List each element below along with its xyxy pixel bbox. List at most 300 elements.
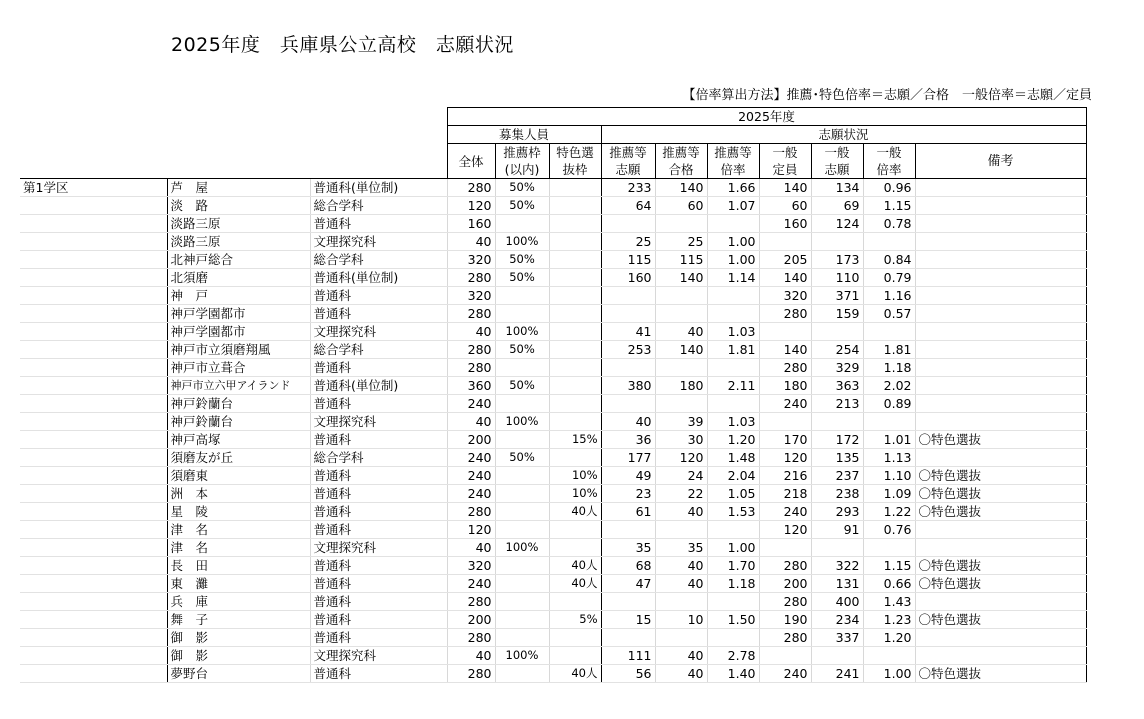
district-cell-empty: [20, 215, 167, 233]
ippan-bairitsu-cell: 1.09: [863, 485, 915, 503]
course-cell: 普通科: [310, 575, 447, 593]
ippan-teiin-cell: 320: [759, 287, 811, 305]
remarks-cell: [915, 629, 1086, 647]
school-name-cell: 淡 路: [167, 197, 310, 215]
district-cell-empty: [20, 539, 167, 557]
suisen-shigan-cell: 15: [601, 611, 655, 629]
school-name-cell: 神戸学園都市: [167, 305, 310, 323]
school-name-cell: 神戸高塚: [167, 431, 310, 449]
suisen-shigan-cell: 111: [601, 647, 655, 665]
suisen-shigan-cell: 380: [601, 377, 655, 395]
ippan-shigan-cell: 131: [811, 575, 863, 593]
ippan-shigan-cell: 213: [811, 395, 863, 413]
suisen-bairitsu-cell: 1.53: [707, 503, 759, 521]
suisen-bairitsu-cell: [707, 305, 759, 323]
col-ippan-bairitsu: 一般 倍率: [863, 144, 915, 179]
district-cell-empty: [20, 413, 167, 431]
suisen-waku-cell: [495, 611, 549, 629]
total-cell: 240: [447, 485, 495, 503]
suisen-shigan-cell: 23: [601, 485, 655, 503]
total-cell: 280: [447, 665, 495, 683]
district-cell-empty: [20, 467, 167, 485]
ippan-bairitsu-cell: 1.18: [863, 359, 915, 377]
tokushoku-waku-cell: 10%: [549, 467, 601, 485]
suisen-bairitsu-cell: 1.66: [707, 179, 759, 197]
ippan-teiin-cell: 200: [759, 575, 811, 593]
suisen-bairitsu-cell: 1.03: [707, 413, 759, 431]
tokushoku-waku-cell: [549, 413, 601, 431]
district-cell-empty: [20, 197, 167, 215]
suisen-waku-cell: 50%: [495, 251, 549, 269]
tokushoku-waku-cell: [549, 251, 601, 269]
suisen-gokaku-cell: 120: [655, 449, 707, 467]
tokushoku-waku-cell: 40人: [549, 575, 601, 593]
district-cell-empty: [20, 233, 167, 251]
table-row: [20, 323, 1086, 341]
total-cell: 280: [447, 269, 495, 287]
remarks-cell: [915, 413, 1086, 431]
course-cell: 普通科(単位制): [310, 377, 447, 395]
total-cell: 280: [447, 341, 495, 359]
remarks-cell: 〇特色選抜: [915, 557, 1086, 575]
ippan-bairitsu-cell: 1.43: [863, 593, 915, 611]
col-total: 全体: [447, 144, 495, 179]
suisen-waku-cell: 50%: [495, 179, 549, 197]
district-cell-empty: [20, 359, 167, 377]
suisen-bairitsu-cell: 1.14: [707, 269, 759, 287]
table-row: [20, 467, 1086, 485]
remarks-cell: [915, 539, 1086, 557]
ippan-shigan-cell: 124: [811, 215, 863, 233]
suisen-waku-cell: [495, 575, 549, 593]
remarks-cell: [915, 395, 1086, 413]
suisen-shigan-cell: 49: [601, 467, 655, 485]
table-row: [20, 395, 1086, 413]
school-name-cell: 須磨友が丘: [167, 449, 310, 467]
ippan-shigan-cell: [811, 413, 863, 431]
suisen-waku-cell: [495, 215, 549, 233]
district-cell-empty: [20, 341, 167, 359]
ippan-teiin-cell: 280: [759, 593, 811, 611]
suisen-bairitsu-cell: [707, 629, 759, 647]
table-row: [20, 431, 1086, 449]
col-suisen-waku: 推薦枠 (以内): [495, 144, 549, 179]
suisen-gokaku-cell: [655, 287, 707, 305]
suisen-waku-cell: 50%: [495, 269, 549, 287]
suisen-shigan-cell: 233: [601, 179, 655, 197]
suisen-gokaku-cell: [655, 593, 707, 611]
school-name-cell: 須磨東: [167, 467, 310, 485]
suisen-waku-cell: [495, 305, 549, 323]
ippan-bairitsu-cell: [863, 323, 915, 341]
district-cell-empty: [20, 269, 167, 287]
ippan-teiin-cell: [759, 323, 811, 341]
remarks-cell: 〇特色選抜: [915, 467, 1086, 485]
remarks-cell: [915, 449, 1086, 467]
ippan-teiin-cell: 216: [759, 467, 811, 485]
total-cell: 320: [447, 557, 495, 575]
ippan-bairitsu-cell: 2.02: [863, 377, 915, 395]
tokushoku-waku-cell: 40人: [549, 665, 601, 683]
school-name-cell: 神戸市立葺合: [167, 359, 310, 377]
suisen-bairitsu-cell: 1.03: [707, 323, 759, 341]
district-cell-empty: [20, 431, 167, 449]
ippan-shigan-cell: [811, 323, 863, 341]
suisen-shigan-cell: 61: [601, 503, 655, 521]
ippan-bairitsu-cell: 1.81: [863, 341, 915, 359]
ippan-teiin-cell: 140: [759, 341, 811, 359]
ippan-teiin-cell: [759, 539, 811, 557]
total-cell: 40: [447, 323, 495, 341]
tokushoku-waku-cell: [549, 539, 601, 557]
suisen-shigan-cell: 177: [601, 449, 655, 467]
suisen-shigan-cell: [601, 287, 655, 305]
school-name-cell: 舞 子: [167, 611, 310, 629]
ippan-bairitsu-cell: 0.66: [863, 575, 915, 593]
suisen-shigan-cell: 36: [601, 431, 655, 449]
suisen-bairitsu-cell: 1.40: [707, 665, 759, 683]
ippan-bairitsu-cell: 1.01: [863, 431, 915, 449]
suisen-gokaku-cell: [655, 629, 707, 647]
ippan-shigan-cell: 337: [811, 629, 863, 647]
table-row: [20, 287, 1086, 305]
ippan-bairitsu-cell: 1.15: [863, 557, 915, 575]
tokushoku-waku-cell: 10%: [549, 485, 601, 503]
total-cell: 240: [447, 395, 495, 413]
remarks-cell: [915, 377, 1086, 395]
tokushoku-waku-cell: [549, 179, 601, 197]
suisen-gokaku-cell: 24: [655, 467, 707, 485]
remarks-cell: [915, 233, 1086, 251]
suisen-bairitsu-cell: 1.00: [707, 539, 759, 557]
suisen-bairitsu-cell: 1.07: [707, 197, 759, 215]
total-cell: 280: [447, 305, 495, 323]
table-row: [20, 611, 1086, 629]
suisen-shigan-cell: [601, 215, 655, 233]
tokushoku-waku-cell: [549, 593, 601, 611]
suisen-waku-cell: [495, 557, 549, 575]
ippan-bairitsu-cell: [863, 647, 915, 665]
suisen-bairitsu-cell: 1.00: [707, 251, 759, 269]
suisen-gokaku-cell: 35: [655, 539, 707, 557]
suisen-waku-cell: 50%: [495, 377, 549, 395]
school-name-cell: 夢野台: [167, 665, 310, 683]
ippan-bairitsu-cell: 0.76: [863, 521, 915, 539]
ippan-shigan-cell: [811, 539, 863, 557]
suisen-gokaku-cell: [655, 395, 707, 413]
table-row: [20, 485, 1086, 503]
header-row-year: [20, 108, 1086, 126]
ippan-bairitsu-cell: [863, 539, 915, 557]
ippan-bairitsu-cell: 0.96: [863, 179, 915, 197]
table-row: [20, 233, 1086, 251]
ippan-bairitsu-cell: 1.15: [863, 197, 915, 215]
ippan-bairitsu-cell: 0.57: [863, 305, 915, 323]
suisen-waku-cell: [495, 395, 549, 413]
total-cell: 280: [447, 503, 495, 521]
school-name-cell: 御 影: [167, 629, 310, 647]
suisen-gokaku-cell: 10: [655, 611, 707, 629]
course-cell: 文理探究科: [310, 233, 447, 251]
school-name-cell: 北須磨: [167, 269, 310, 287]
course-cell: 普通科: [310, 395, 447, 413]
ratio-method-note: 【倍率算出方法】推薦･特色倍率＝志願／合格 一般倍率＝志願／定員: [682, 88, 1092, 103]
ippan-teiin-cell: 120: [759, 449, 811, 467]
total-cell: 360: [447, 377, 495, 395]
ippan-shigan-cell: [811, 647, 863, 665]
ippan-teiin-cell: 280: [759, 629, 811, 647]
table-row: [20, 269, 1086, 287]
ippan-shigan-cell: [811, 233, 863, 251]
suisen-waku-cell: 100%: [495, 413, 549, 431]
course-cell: 総合学科: [310, 341, 447, 359]
suisen-bairitsu-cell: [707, 521, 759, 539]
tokushoku-waku-cell: [549, 233, 601, 251]
school-name-cell: 洲 本: [167, 485, 310, 503]
ippan-bairitsu-cell: 1.22: [863, 503, 915, 521]
ippan-shigan-cell: 134: [811, 179, 863, 197]
school-name-cell: 兵 庫: [167, 593, 310, 611]
col-suisen-gokaku: 推薦等 合格: [655, 144, 707, 179]
tokushoku-waku-cell: [549, 197, 601, 215]
ippan-teiin-cell: 170: [759, 431, 811, 449]
suisen-bairitsu-cell: 1.18: [707, 575, 759, 593]
ippan-bairitsu-cell: 1.10: [863, 467, 915, 485]
suisen-shigan-cell: 47: [601, 575, 655, 593]
remarks-cell: 〇特色選抜: [915, 431, 1086, 449]
tokushoku-waku-cell: [549, 269, 601, 287]
suisen-waku-cell: [495, 359, 549, 377]
tokushoku-waku-cell: [549, 359, 601, 377]
course-cell: 普通科: [310, 611, 447, 629]
total-cell: 120: [447, 521, 495, 539]
course-cell: 普通科: [310, 467, 447, 485]
district-cell: 第1学区: [20, 179, 167, 197]
district-cell-empty: [20, 593, 167, 611]
ippan-shigan-cell: 238: [811, 485, 863, 503]
suisen-gokaku-cell: 30: [655, 431, 707, 449]
ippan-teiin-cell: 140: [759, 179, 811, 197]
total-cell: 120: [447, 197, 495, 215]
suisen-gokaku-cell: 40: [655, 647, 707, 665]
total-cell: 240: [447, 449, 495, 467]
ippan-teiin-cell: 140: [759, 269, 811, 287]
suisen-gokaku-cell: [655, 215, 707, 233]
suisen-shigan-cell: [601, 593, 655, 611]
suisen-shigan-cell: 56: [601, 665, 655, 683]
suisen-bairitsu-cell: 1.70: [707, 557, 759, 575]
ippan-teiin-cell: 218: [759, 485, 811, 503]
total-cell: 320: [447, 287, 495, 305]
tokushoku-waku-cell: [549, 647, 601, 665]
table-row: [20, 503, 1086, 521]
school-name-cell: 神戸鈴蘭台: [167, 413, 310, 431]
ippan-bairitsu-cell: [863, 413, 915, 431]
course-cell: 普通科: [310, 359, 447, 377]
remarks-cell: [915, 179, 1086, 197]
school-name-cell: 芦 屋: [167, 179, 310, 197]
total-cell: 280: [447, 593, 495, 611]
ippan-shigan-cell: 172: [811, 431, 863, 449]
suisen-waku-cell: [495, 593, 549, 611]
total-cell: 40: [447, 233, 495, 251]
ippan-bairitsu-cell: 1.16: [863, 287, 915, 305]
course-cell: 総合学科: [310, 449, 447, 467]
ippan-teiin-cell: [759, 647, 811, 665]
table-row: [20, 377, 1086, 395]
table-row: [20, 575, 1086, 593]
ippan-shigan-cell: 254: [811, 341, 863, 359]
ippan-shigan-cell: 400: [811, 593, 863, 611]
header-row-groups: [20, 126, 1086, 144]
table-row: [20, 557, 1086, 575]
district-cell-empty: [20, 611, 167, 629]
total-cell: 280: [447, 629, 495, 647]
school-name-cell: 津 名: [167, 521, 310, 539]
suisen-gokaku-cell: 40: [655, 323, 707, 341]
suisen-shigan-cell: 35: [601, 539, 655, 557]
suisen-gokaku-cell: 40: [655, 557, 707, 575]
suisen-shigan-cell: 160: [601, 269, 655, 287]
suisen-bairitsu-cell: 2.78: [707, 647, 759, 665]
tokushoku-waku-cell: [549, 449, 601, 467]
col-ippan-teiin: 一般 定員: [759, 144, 811, 179]
school-name-cell: 淡路三原: [167, 215, 310, 233]
recruit-group-header: 募集人員: [447, 126, 601, 144]
suisen-gokaku-cell: 40: [655, 503, 707, 521]
year-header: 2025年度: [447, 108, 1086, 126]
suisen-gokaku-cell: 115: [655, 251, 707, 269]
suisen-bairitsu-cell: 2.04: [707, 467, 759, 485]
tokushoku-waku-cell: [549, 323, 601, 341]
col-ippan-shigan: 一般 志願: [811, 144, 863, 179]
suisen-shigan-cell: [601, 395, 655, 413]
suisen-gokaku-cell: 140: [655, 341, 707, 359]
school-name-cell: 神戸学園都市: [167, 323, 310, 341]
total-cell: 280: [447, 359, 495, 377]
table-row: [20, 665, 1086, 683]
tokushoku-waku-cell: [549, 341, 601, 359]
remarks-cell: [915, 215, 1086, 233]
district-cell-empty: [20, 377, 167, 395]
tokushoku-waku-cell: 40人: [549, 503, 601, 521]
tokushoku-waku-cell: 5%: [549, 611, 601, 629]
remarks-cell: 〇特色選抜: [915, 503, 1086, 521]
course-cell: 文理探究科: [310, 647, 447, 665]
table-row: [20, 179, 1086, 197]
school-name-cell: 神戸市立須磨翔風: [167, 341, 310, 359]
suisen-bairitsu-cell: [707, 215, 759, 233]
suisen-gokaku-cell: 60: [655, 197, 707, 215]
suisen-shigan-cell: 68: [601, 557, 655, 575]
suisen-gokaku-cell: 22: [655, 485, 707, 503]
district-cell-empty: [20, 287, 167, 305]
ippan-bairitsu-cell: 1.23: [863, 611, 915, 629]
remarks-cell: [915, 593, 1086, 611]
remarks-cell: [915, 305, 1086, 323]
suisen-waku-cell: 100%: [495, 539, 549, 557]
tokushoku-waku-cell: [549, 395, 601, 413]
suisen-bairitsu-cell: [707, 359, 759, 377]
table-row: [20, 413, 1086, 431]
suisen-bairitsu-cell: 1.00: [707, 233, 759, 251]
tokushoku-waku-cell: [549, 521, 601, 539]
ippan-shigan-cell: 234: [811, 611, 863, 629]
ippan-bairitsu-cell: 0.78: [863, 215, 915, 233]
ippan-bairitsu-cell: 0.89: [863, 395, 915, 413]
total-cell: 40: [447, 647, 495, 665]
table-row: [20, 197, 1086, 215]
ippan-bairitsu-cell: 0.84: [863, 251, 915, 269]
ippan-shigan-cell: 237: [811, 467, 863, 485]
header-row-columns: [20, 144, 1086, 179]
suisen-bairitsu-cell: [707, 593, 759, 611]
suisen-waku-cell: 50%: [495, 197, 549, 215]
course-cell: 総合学科: [310, 197, 447, 215]
remarks-cell: [915, 269, 1086, 287]
col-tokushoku-waku: 特色選 抜枠: [549, 144, 601, 179]
ippan-teiin-cell: 240: [759, 665, 811, 683]
ippan-shigan-cell: 241: [811, 665, 863, 683]
course-cell: 普通科(単位制): [310, 269, 447, 287]
suisen-waku-cell: 100%: [495, 233, 549, 251]
ippan-bairitsu-cell: 1.00: [863, 665, 915, 683]
table-row: [20, 251, 1086, 269]
school-name-cell: 神 戸: [167, 287, 310, 305]
ippan-shigan-cell: 110: [811, 269, 863, 287]
remarks-cell: [915, 197, 1086, 215]
remarks-cell: [915, 359, 1086, 377]
ippan-shigan-cell: 135: [811, 449, 863, 467]
suisen-waku-cell: [495, 503, 549, 521]
suisen-shigan-cell: 41: [601, 323, 655, 341]
suisen-shigan-cell: [601, 521, 655, 539]
suisen-bairitsu-cell: 1.48: [707, 449, 759, 467]
district-cell-empty: [20, 485, 167, 503]
district-cell-empty: [20, 395, 167, 413]
tokushoku-waku-cell: [549, 629, 601, 647]
course-cell: 普通科: [310, 503, 447, 521]
suisen-shigan-cell: 25: [601, 233, 655, 251]
suisen-bairitsu-cell: [707, 287, 759, 305]
suisen-gokaku-cell: [655, 521, 707, 539]
ippan-teiin-cell: 240: [759, 503, 811, 521]
ippan-teiin-cell: 190: [759, 611, 811, 629]
ippan-teiin-cell: 120: [759, 521, 811, 539]
suisen-gokaku-cell: 140: [655, 269, 707, 287]
ippan-shigan-cell: 371: [811, 287, 863, 305]
course-cell: 普通科: [310, 629, 447, 647]
remarks-cell: [915, 341, 1086, 359]
table-row: [20, 449, 1086, 467]
apply-group-header: 志願状況: [601, 126, 1086, 144]
tokushoku-waku-cell: [549, 287, 601, 305]
suisen-waku-cell: 50%: [495, 449, 549, 467]
district-cell-empty: [20, 503, 167, 521]
suisen-waku-cell: [495, 287, 549, 305]
ippan-shigan-cell: 329: [811, 359, 863, 377]
suisen-shigan-cell: 40: [601, 413, 655, 431]
suisen-waku-cell: [495, 467, 549, 485]
total-cell: 240: [447, 467, 495, 485]
course-cell: 普通科: [310, 665, 447, 683]
suisen-shigan-cell: [601, 305, 655, 323]
ippan-teiin-cell: 280: [759, 359, 811, 377]
course-cell: 文理探究科: [310, 413, 447, 431]
suisen-gokaku-cell: 180: [655, 377, 707, 395]
suisen-waku-cell: 100%: [495, 647, 549, 665]
ippan-teiin-cell: 160: [759, 215, 811, 233]
